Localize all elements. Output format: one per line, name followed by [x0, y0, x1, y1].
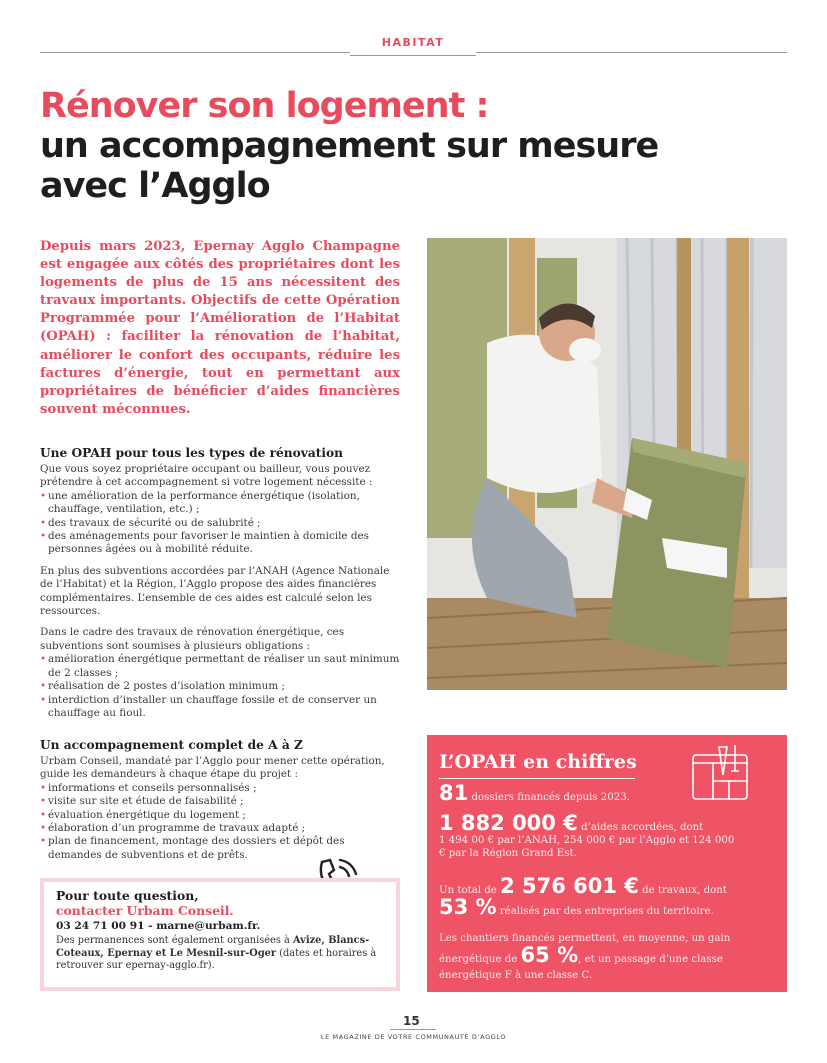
section-heading: Une OPAH pour tous les types de rénovation — [40, 446, 343, 460]
contact-line — [56, 920, 386, 932]
stat-aides — [439, 811, 773, 860]
section-lead: Que vous soyez propriétaire occupant ou bailleur, vous pouvez prétendre à cet accompagnement si votre logement nécessite : — [40, 463, 373, 489]
section-accompaniment — [40, 738, 400, 862]
photo-illustration — [427, 238, 787, 690]
stat-text: d’aides accordées, dont — [577, 822, 704, 833]
list-item: • des aménagements pour favoriser le maintien à domicile des personnes âgées ou à mobilité réduite. — [40, 530, 400, 557]
paragraph: En plus des subventions accordées par l’ANAH (Agence Nationale de l’Habitat) et la Région, l’Agglo propose des aides financières complémentaires. L’ensemble de ces aides est calculé selon les ressources. — [40, 564, 390, 618]
section-heading: Un accompagnement complet de A à Z — [40, 738, 303, 752]
section-lead: Urbam Conseil, mandaté par l’Agglo pour mener cette opération, guide les demandeurs à chaque étape du projet : — [40, 755, 385, 781]
stat-dossiers — [439, 781, 773, 805]
list-item: • interdiction d’installer un chauffage fossile et de conserver un chauffage au fioul. — [40, 694, 400, 721]
stats-title: L’OPAH en chiffres — [439, 751, 635, 779]
stat-text: de travaux, dont — [638, 885, 727, 896]
separator: - — [148, 920, 153, 932]
section-opah-types — [40, 446, 400, 720]
header-rule-left — [40, 52, 350, 53]
contact-title: Pour toute question, — [56, 888, 199, 903]
title-line-3: avec l’Agglo — [40, 166, 270, 206]
email-link[interactable]: marne@urbam.fr. — [156, 920, 261, 932]
header-rule-right — [476, 52, 787, 53]
bullet-list — [40, 490, 400, 557]
stats-box — [427, 735, 787, 992]
paragraph: Dans le cadre des travaux de rénovation énergétique, ces subventions sont soumises à plusieurs obligations : — [40, 626, 345, 652]
stat-number: 53 % — [439, 895, 497, 919]
stat-number: 81 — [439, 781, 469, 805]
list-item: • amélioration énergétique permettant de réaliser un saut minimum de 2 classes ; — [40, 653, 400, 680]
stat-text: Les chantiers financés permettent, en moyenne, un gain énergétique de — [439, 933, 731, 965]
page-title — [40, 86, 800, 206]
stat-number: 2 576 601 € — [500, 874, 639, 898]
list-item: • visite sur site et étude de faisabilité ; — [40, 795, 400, 808]
stat-entreprises — [439, 895, 773, 919]
bullet-list — [40, 782, 400, 862]
list-item: • des travaux de sécurité ou de salubrité ; — [40, 517, 400, 530]
contact-subtitle: contacter Urbam Conseil. — [56, 903, 234, 918]
bullet-list — [40, 653, 400, 720]
magazine-name: LE MAGAZINE DE VOTRE COMMUNAUTÉ D’AGGLO — [320, 1033, 507, 1041]
permanences-outro: (dates et horaires à retrouver sur epernay-agglo.fr). — [56, 947, 377, 972]
section-tag: HABITAT — [350, 36, 476, 56]
stat-number: 65 % — [520, 943, 579, 967]
stat-text: dossiers financés depuis 2023. — [468, 792, 630, 803]
title-line-2: un accompagnement sur mesure — [40, 126, 659, 166]
list-item: • plan de financement, montage des dossiers et dépôt des demandes de subventions et de prêts. — [40, 835, 400, 862]
permanences-intro: Des permanences sont également organisées à — [56, 935, 293, 946]
page-number: 15 — [403, 1014, 420, 1028]
list-item: • élaboration d’un programme de travaux adapté ; — [40, 822, 400, 835]
permanences-text — [56, 935, 386, 973]
stat-detail: 1 494 00 € par l’ANAH, 254 000 € par l’Agglo et 124 000 € par la Région Grand Est. — [439, 835, 735, 859]
list-item: • évaluation énergétique du logement ; — [40, 809, 400, 822]
footer-rule — [390, 1029, 436, 1030]
title-line-1: Rénover son logement : — [40, 86, 489, 126]
stat-text: , et un passage d’une classe énergétique F à une classe C. — [439, 954, 723, 981]
intro-paragraph: Depuis mars 2023, Epernay Agglo Champagne est engagée aux côtés des propriétaires dont les logements de plus de 15 ans nécessitent des travaux importants. Objectifs de cette Opération Programmée pour l’Amélioration de l’Habitat (OPAH) : faciliter la rénovation de l’habitat, améliorer le confort des occupants, réduire les factures d’énergie, tout en permettant aux propriétaires de bénéficier d’aides financières souvent méconnues. — [40, 239, 400, 417]
stat-text: réalisés par des entreprises du territoire. — [496, 906, 714, 917]
insulation-worker-photo — [427, 238, 787, 690]
stat-gain — [439, 931, 773, 984]
list-item: • informations et conseils personnalisés ; — [40, 782, 400, 795]
permanences-places: Avize, Blancs-Coteaux, Epernay et Le Mesnil-sur-Oger — [56, 935, 370, 959]
contact-box — [40, 878, 400, 991]
phone-number[interactable]: 03 24 71 00 91 — [56, 920, 145, 932]
stat-text: Un total de — [439, 885, 501, 896]
list-item: • une amélioration de la performance énergétique (isolation, chauffage, ventilation, etc.) ; — [40, 490, 400, 517]
stat-number: 1 882 000 € — [439, 811, 578, 835]
list-item: • réalisation de 2 postes d’isolation minimum ; — [40, 680, 400, 693]
